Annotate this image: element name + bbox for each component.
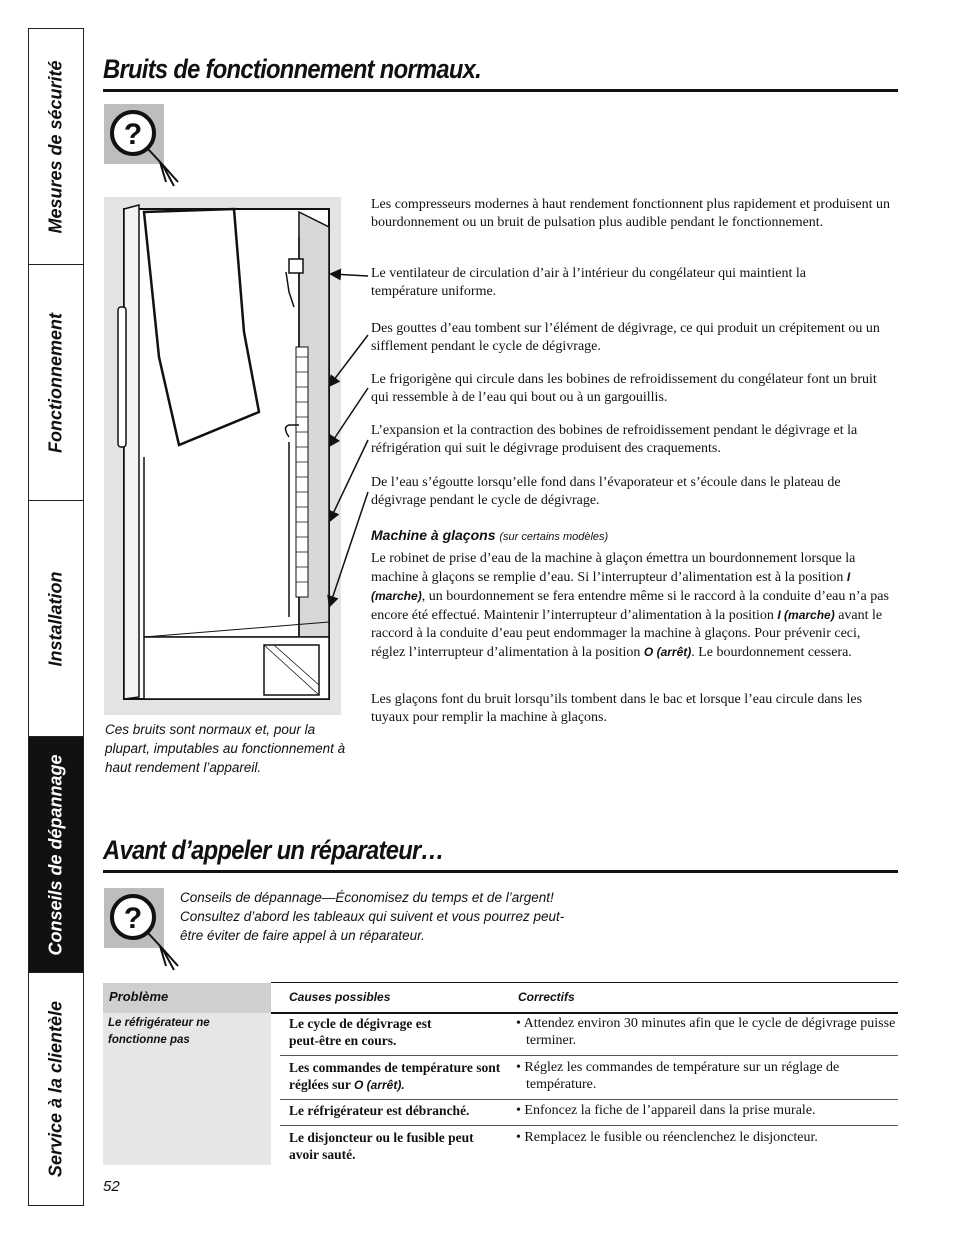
paragraph-refrigerant: Le frigorigène qui circule dans les bobines de refroidissement du congélateur font un bruit qui ressemble à de l’eau qui bout ou à un gargouillis. bbox=[371, 372, 877, 405]
header-fixes: Correctifs bbox=[518, 990, 575, 1004]
section-title-bruits: Bruits de fonctionnement normaux. bbox=[103, 54, 482, 84]
text-run: Les commandes de température sont réglées sur bbox=[289, 1060, 501, 1092]
header-rule bbox=[271, 1012, 898, 1014]
tab-service-a-la-clientele[interactable] bbox=[29, 973, 83, 1205]
paragraph-drip: Des gouttes d’eau tombent sur l’élément de dégivrage, ce qui produit un crépitement ou un sifflement pendant le cycle de dégivrage. bbox=[371, 321, 880, 354]
side-navigation bbox=[28, 28, 84, 1206]
icemaker-heading-text: Machine à glaçons bbox=[371, 527, 496, 543]
tab-label: Service à la clientèle bbox=[45, 1000, 66, 1178]
tab-fonctionnement[interactable] bbox=[29, 265, 83, 501]
page-number: 52 bbox=[103, 1178, 120, 1195]
svg-text:?: ? bbox=[123, 902, 143, 935]
illustration-caption: Ces bruits sont normaux et, pour la plupart, imputables au fonctionnement à haut rendement l’appareil. bbox=[105, 722, 346, 775]
tab-label: Mesures de sécurité bbox=[45, 59, 66, 234]
text-run: , un bourdonnement se fera entendre même si le raccord à la conduite d’eau n’a pas encore été effectué. Maintenir l’interrupteur d’alimentation à la position bbox=[371, 589, 889, 623]
cause-controls bbox=[289, 1059, 509, 1094]
row-divider bbox=[280, 1099, 898, 1100]
paragraph-drain: De l’eau s’égoutte lorsqu’elle fond dans l’évaporateur et s’écoule dans le plateau de dégivrage pendant le cycle de dégivrage. bbox=[371, 475, 841, 508]
position-off-label: O (arrêt). bbox=[353, 1078, 405, 1092]
cause-breaker: Le disjoncteur ou le fusible peut avoir sauté. bbox=[289, 1130, 474, 1162]
question-mark-icon bbox=[104, 104, 164, 164]
troubleshooting-intro: Conseils de dépannage—Économisez du temps et de l’argent! Consultez d’abord les tableaux qui suivent et vous pourrez peut-être éviter de faire appel à un réparateur. bbox=[180, 890, 565, 943]
text-run: Le robinet de prise d’eau de la machine à glaçon émettra un bourdonnement lorsque la machine à glaçons se remplie d’eau. Si l’interrupteur d’alimentation est à la position bbox=[371, 551, 856, 585]
tab-label: Conseils de dépannage bbox=[45, 753, 66, 956]
question-mark-icon bbox=[104, 888, 164, 948]
refrigerator-illustration bbox=[104, 197, 341, 715]
row-divider bbox=[280, 1125, 898, 1126]
header-causes: Causes possibles bbox=[289, 990, 391, 1004]
position-off-label: O (arrêt) bbox=[643, 645, 692, 659]
position-on-label: I (marche) bbox=[371, 570, 851, 603]
icemaker-heading-note: (sur certains modèles) bbox=[499, 531, 609, 543]
section-title-avant: Avant d’appeler un réparateur… bbox=[103, 835, 444, 865]
row-divider bbox=[280, 1055, 898, 1056]
header-problem: Problème bbox=[109, 989, 169, 1004]
position-on-label: I (marche) bbox=[777, 608, 835, 622]
problem-text: Le réfrigérateur ne fonctionne pas bbox=[108, 1017, 210, 1046]
tab-installation[interactable] bbox=[29, 501, 83, 737]
tab-mesures-de-securite[interactable] bbox=[29, 29, 83, 265]
paragraph-ice-fall: Les glaçons font du bruit lorsqu’ils tombent dans le bac et lorsque l’eau circule dans les tuyaux pour remplir la machine à glaçons. bbox=[371, 692, 863, 725]
paragraph-icemaker-valve bbox=[371, 550, 893, 662]
tab-label: Installation bbox=[45, 570, 66, 667]
cause-unplugged: Le réfrigérateur est débranché. bbox=[289, 1103, 470, 1118]
fix-defrost: • Attendez environ 30 minutes afin que le cycle de dégivrage puisse terminer. bbox=[516, 1016, 896, 1048]
fix-breaker: • Remplacez le fusible ou réenclenchez le disjoncteur. bbox=[516, 1130, 818, 1145]
svg-text:?: ? bbox=[123, 118, 143, 151]
title-rule bbox=[103, 89, 898, 92]
tab-label: Fonctionnement bbox=[45, 312, 66, 453]
icemaker-heading bbox=[371, 527, 608, 543]
fix-unplugged: • Enfoncez la fiche de l’appareil dans la prise murale. bbox=[516, 1103, 816, 1118]
paragraph-expansion: L’expansion et la contraction des bobines de refroidissement pendant le dégivrage et la réfrigération qui suit le dégivrage produisent des craquements. bbox=[371, 423, 858, 456]
text-run: avant le raccord à la conduite d’eau peut endommager la machine à glaçons. Pour prévenir ceci, réglez l’interrupteur d’alimentation à la position bbox=[371, 608, 883, 660]
text-run: . Le bourdonnement cessera. bbox=[691, 645, 852, 660]
table-top-rule bbox=[271, 982, 898, 983]
paragraph-fan: Le ventilateur de circulation d’air à l’intérieur du congélateur qui maintient la température uniforme. bbox=[371, 266, 806, 299]
cause-defrost: Le cycle de dégivrage est peut-être en cours. bbox=[289, 1016, 432, 1048]
tab-conseils-de-depannage[interactable] bbox=[29, 737, 83, 973]
fix-controls: • Réglez les commandes de température sur un réglage de température. bbox=[516, 1060, 840, 1092]
paragraph-compressor: Les compresseurs modernes à haut rendement fonctionnent plus rapidement et produisent un bourdonnement ou un bruit de pulsation plus audible pendant le fonctionnement. bbox=[371, 197, 891, 230]
title-rule bbox=[103, 870, 898, 873]
